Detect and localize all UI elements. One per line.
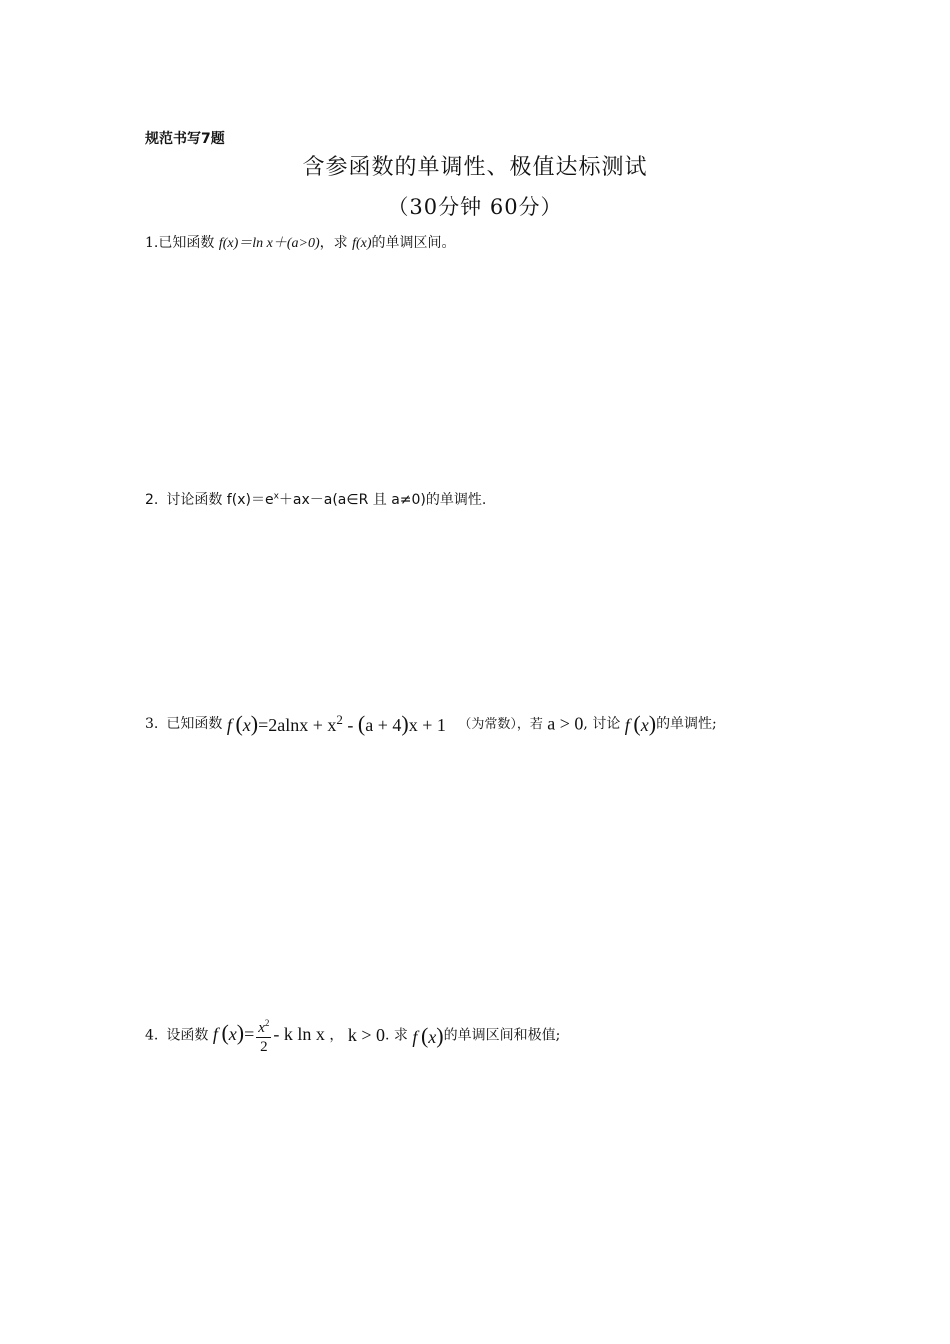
question-3-suffix: 的单调性; xyxy=(656,716,717,732)
question-4-tail: . 求 xyxy=(384,1027,408,1044)
question-3-lead: 已知函数 xyxy=(166,716,223,732)
question-4-formula-tail: - k ln x xyxy=(273,1023,325,1044)
question-3-number: 3. xyxy=(145,716,159,732)
page-subtitle: （30分钟 60分） xyxy=(387,195,563,219)
question-3 xyxy=(145,711,717,737)
question-2 xyxy=(145,489,486,509)
question-1-suffix: 的单调区间。 xyxy=(371,235,456,251)
question-4-function-ref: f (x) xyxy=(412,1022,444,1048)
question-4-lead: 设函数 xyxy=(166,1027,209,1044)
question-3-formula-left: 2alnx + x xyxy=(268,715,337,735)
question-4 xyxy=(145,1015,560,1056)
question-3-tail: , 讨论 xyxy=(583,716,621,732)
question-2-text: 讨论函数 f(x)＝e xyxy=(166,492,274,508)
question-3-condition: a > 0 xyxy=(547,713,584,734)
question-4-fraction xyxy=(256,1015,271,1056)
question-3-function-ref: f (x) xyxy=(624,711,657,736)
question-2-text-tail: ＋ax－a(a∈R 且 a≠0)的单调性. xyxy=(278,492,487,508)
page-title: 含参函数的单调性、极值达标测试 xyxy=(302,155,648,180)
question-2-exponent: x xyxy=(273,491,279,502)
question-1 xyxy=(145,232,456,252)
question-4-comma: ， xyxy=(329,1027,344,1044)
question-3-note: （为常数），若 xyxy=(458,717,543,732)
question-1-middle: ，求 xyxy=(319,235,353,251)
question-3-formula-exp: 2 xyxy=(336,712,343,727)
question-1-function: f(x)＝ln x＋(a>0) xyxy=(218,236,320,251)
question-4-number: 4. xyxy=(145,1027,159,1044)
question-1-function-ref: f(x) xyxy=(352,236,372,251)
question-3-formula: f $(x)=2alnx + x^2 - (a + 4)x + 1$ xyxy=(226,711,446,736)
question-3-formula-minus: - xyxy=(342,715,358,735)
question-3-formula-inner: a + 4 xyxy=(365,715,402,735)
question-4-condition: k > 0 xyxy=(347,1025,385,1045)
question-2-number: 2. xyxy=(145,492,159,508)
question-1-prefix: 1.已知函数 xyxy=(145,235,219,251)
question-4-fraction-numerator: x xyxy=(258,1020,265,1036)
question-3-formula-right: x + 1 xyxy=(408,715,446,735)
question-4-fraction-denominator: 2 xyxy=(260,1039,268,1055)
question-4-formula: f (x)= $\frac{x^2}{2}$ - k ln x xyxy=(213,1024,325,1044)
worksheet-label: 规范书写7题 xyxy=(145,131,225,147)
question-4-suffix: 的单调区间和极值; xyxy=(443,1027,561,1044)
question-4-fraction-exp: 2 xyxy=(264,1018,270,1028)
